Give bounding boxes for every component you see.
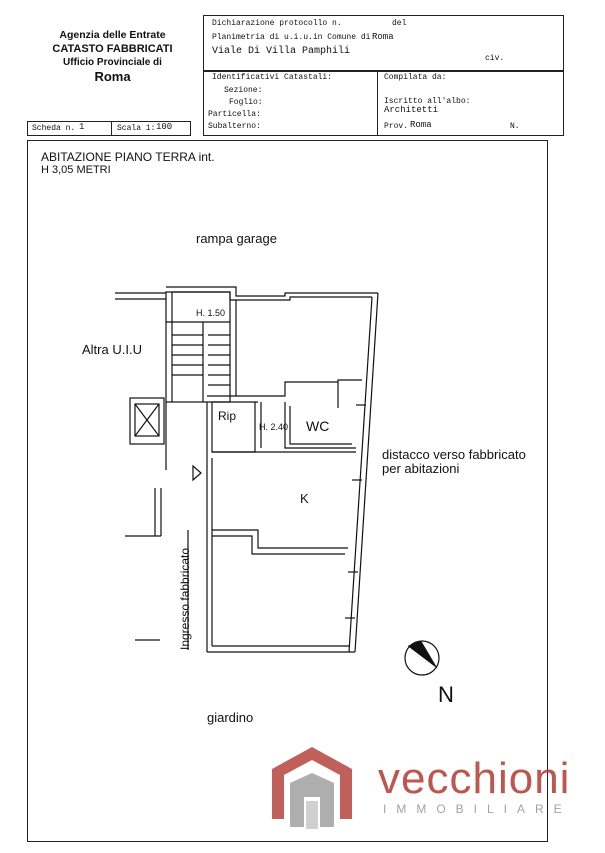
h150-label: H. 1.50 [196, 308, 226, 318]
address-value: Viale Di Villa Pamphili [212, 46, 351, 57]
dichiarazione-label: Dichiarazione protocollo n. [212, 19, 342, 28]
civ-label: civ. [485, 54, 505, 63]
logo-door [306, 801, 318, 829]
wall-line [355, 293, 378, 652]
plan-height-note: H 3,05 METRI [41, 164, 111, 176]
brand-name: vecchioni [378, 754, 571, 803]
particella-label: Particella: [208, 110, 261, 119]
wall-line [212, 530, 348, 548]
sezione-label: Sezione: [224, 86, 263, 95]
north-label: N [438, 682, 454, 707]
agency-name: Agenzia delle Entrate [59, 29, 166, 41]
ufficio-city: Roma [94, 69, 131, 84]
identificativi-label: Identificativi Catastali: [212, 73, 333, 82]
altra-uiu-label: Altra U.I.U [82, 342, 142, 357]
h240-label: H. 2.40 [259, 422, 289, 432]
wc-label: WC [306, 418, 330, 434]
entry-door-marker [193, 466, 201, 480]
rip-label: Rip [218, 409, 237, 423]
scheda-value: 1 [79, 122, 85, 132]
foglio-label: Foglio: [229, 98, 263, 107]
wc-room [285, 402, 356, 448]
distacco-line2: per abitazioni [382, 461, 460, 476]
scala-label: Scala 1: [117, 124, 156, 133]
n-label: N. [510, 122, 520, 131]
giardino-label: giardino [207, 710, 254, 725]
comune-value: Roma [372, 32, 394, 42]
wall-line [212, 536, 345, 554]
del-label: del [392, 19, 407, 28]
prov-label: Prov. [384, 122, 409, 131]
scala-value: 100 [156, 122, 173, 132]
planimetria-label: Planimetria di u.i.u.in Comune di [212, 33, 371, 42]
distacco-line1: distacco verso fabbricato [382, 447, 526, 462]
subalterno-label: Subalterno: [208, 122, 261, 131]
brand-logo [270, 745, 360, 845]
ufficio-label: Ufficio Provinciale di [63, 57, 162, 68]
rip-room [212, 402, 255, 452]
plan-walls [115, 287, 378, 652]
ingresso-label: Ingresso fabbricato [178, 547, 192, 650]
scheda-label: Scheda n. [32, 124, 76, 133]
prov-value: Roma [410, 120, 432, 130]
catasto-title: CATASTO FABBRICATI [52, 43, 173, 55]
kitchen-label: K [300, 491, 309, 506]
wall-line [349, 297, 372, 652]
iscritto-label: Iscritto all'albo: [384, 97, 471, 106]
wc-room [290, 406, 352, 444]
north-compass [405, 641, 439, 675]
brand-tagline: IMMOBILIARE [383, 802, 572, 816]
compilata-label: Compilata da: [384, 73, 447, 82]
logo-house-icon [272, 747, 352, 829]
plan-title: ABITAZIONE PIANO TERRA int. [41, 150, 215, 164]
rampa-label: rampa garage [196, 231, 277, 246]
albo-value: Architetti [384, 105, 439, 115]
